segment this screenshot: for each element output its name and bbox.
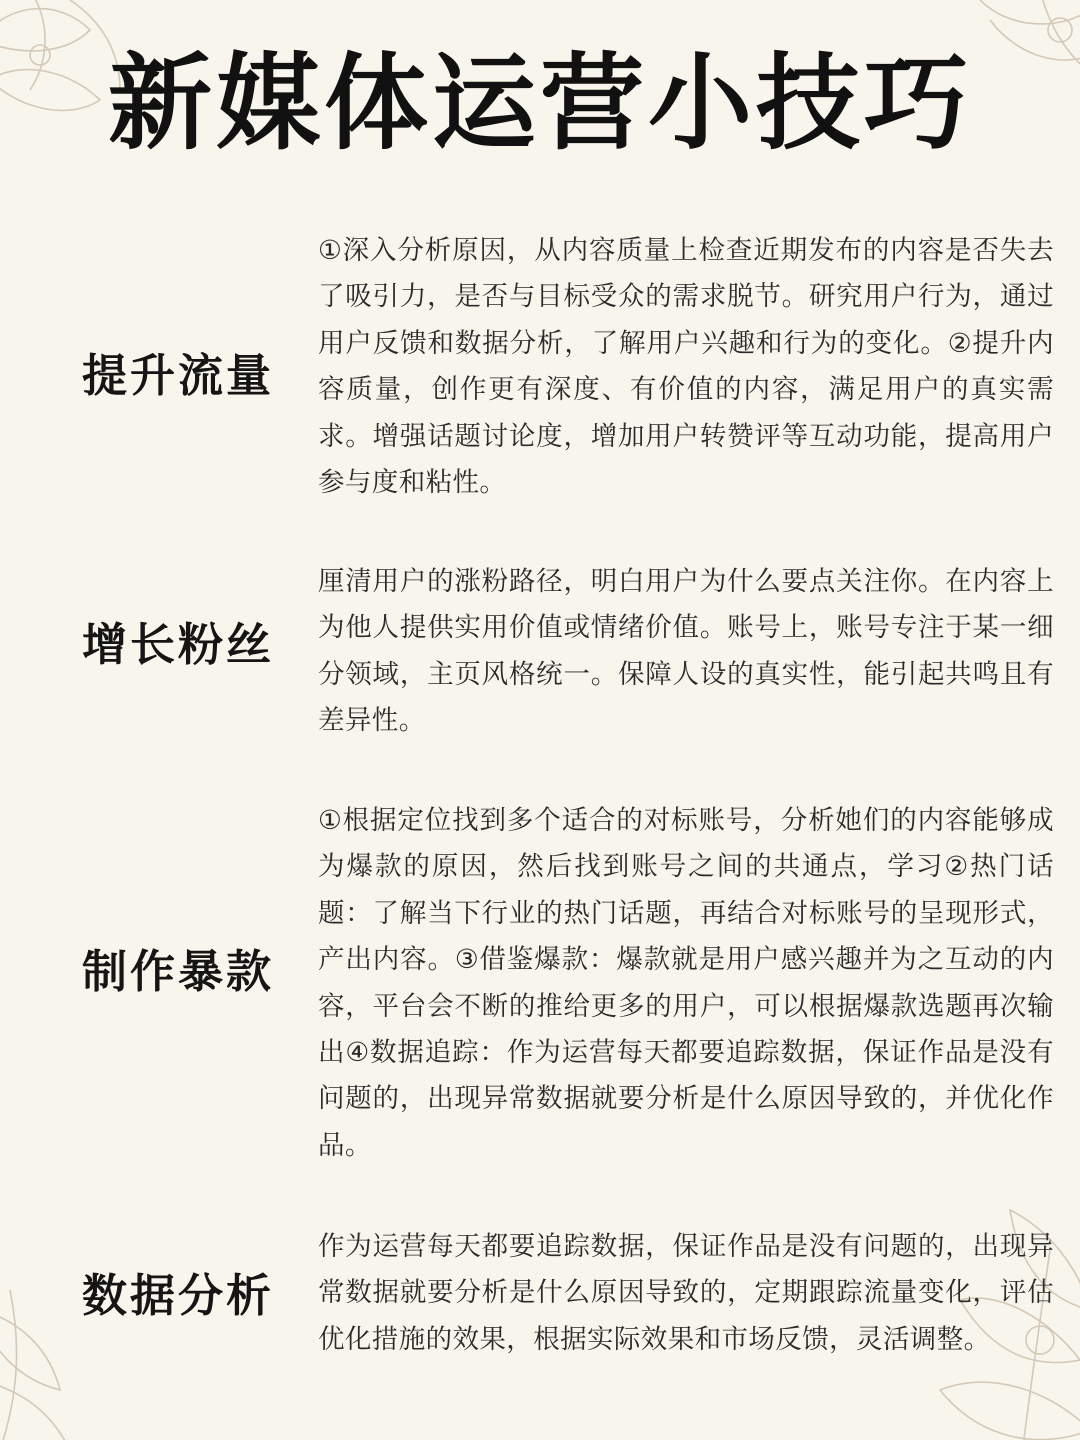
section-heading: 制作暴款 [82, 945, 275, 998]
section-heading: 增长粉丝 [82, 618, 275, 671]
section-heading: 提升流量 [82, 349, 275, 402]
section-body: ①根据定位找到多个适合的对标账号，分析她们的内容能够成为爆款的原因，然后找到账号之间的共通点，学习②热门话题：了解当下行业的热门话题，再结合对标账号的呈现形式，产出内容。③借鉴爆款：爆款就是用户感兴趣并为之互动的内容，平台会不断的推给更多的用户，可以根据爆款选题再次输出④数据追踪：作为运营每天都要追踪数据，保证作品是没有问题的，出现异常数据就要分析是什么原因导致的，并优化作品。 [318, 805, 1054, 1161]
section-body: 作为运营每天都要追踪数据，保证作品是没有问题的，出现异常数据就要分析是什么原因导致的，定期跟踪流量变化，评估优化措施的效果，根据实际效果和市场反馈，灵活调整。 [318, 1231, 1054, 1355]
page-title: 新媒体运营小技巧 [107, 41, 972, 164]
section-body: ①深入分析原因，从内容质量上检查近期发布的内容是否失去了吸引力，是否与目标受众的需求脱节。研究用户行为，通过用户反馈和数据分析，了解用户兴趣和行为的变化。②提升内容质量，创作更有深度、有价值的内容，满足用户的真实需求。增强话题讨论度，增加用户转赞评等互动功能，提高用户参与度和粘性。 [318, 235, 1054, 499]
section-body: 厘清用户的涨粉路径，明白用户为什么要点关注你。在内容上为他人提供实用价值或情绪价值。账号上，账号专注于某一细分领域，主页风格统一。保障人设的真实性，能引起共鸣且有差异性。 [318, 566, 1054, 737]
section-heading: 数据分析 [82, 1269, 275, 1322]
